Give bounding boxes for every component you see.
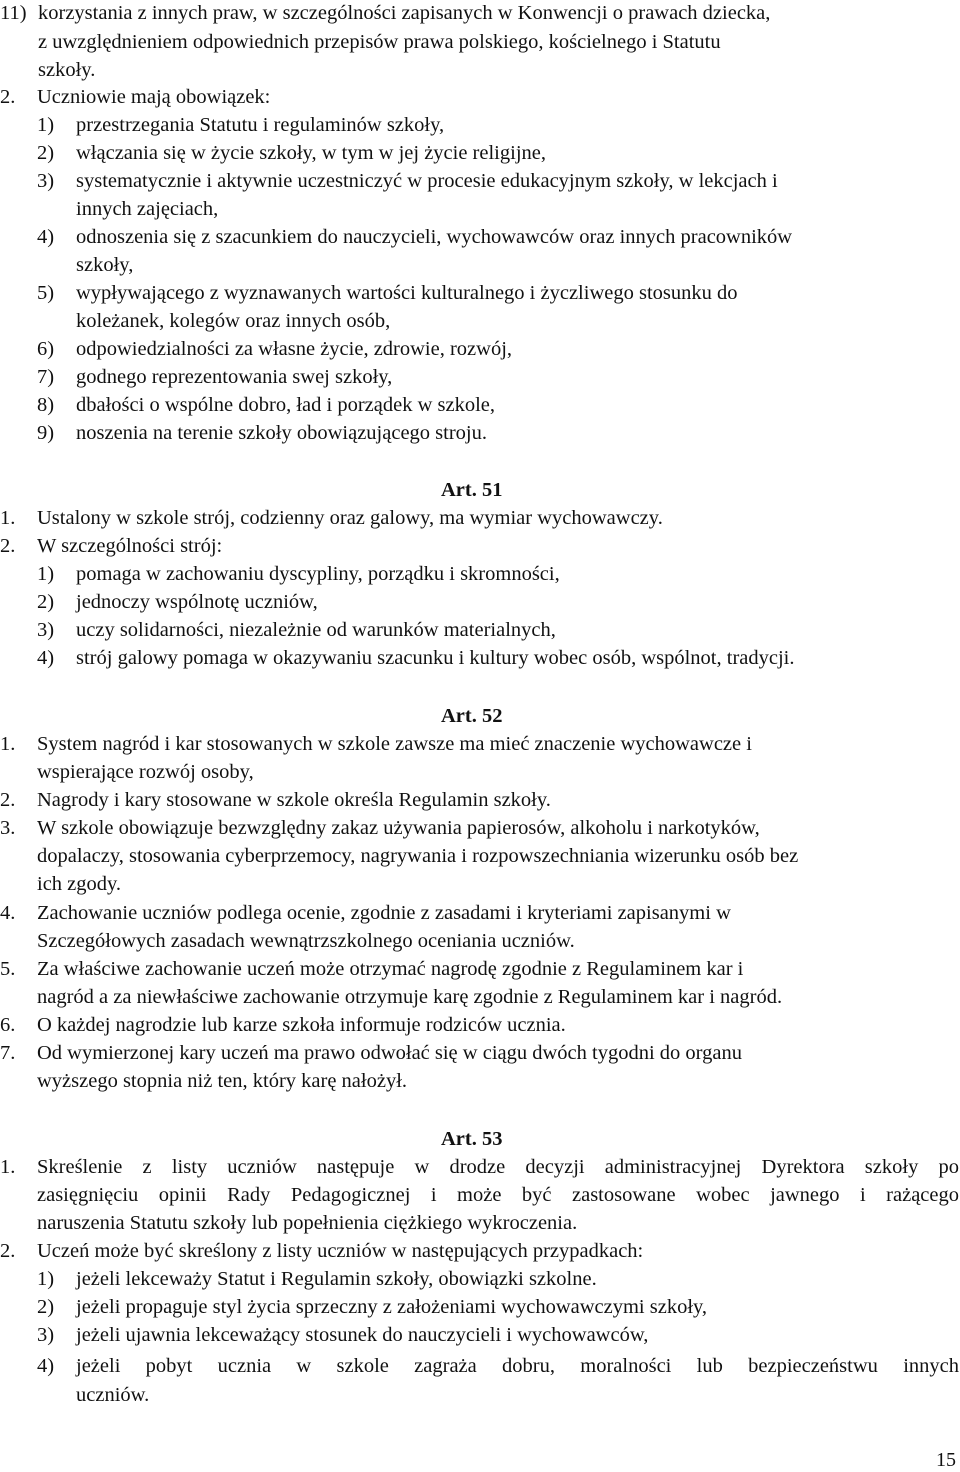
paragraph-text: wyższego stopnia niż ten, który karę nałożył. bbox=[37, 1070, 408, 1092]
list-number: 1) bbox=[37, 1268, 55, 1290]
paragraph-number: 7. bbox=[0, 1042, 16, 1064]
list-item-text: odnoszenia się z szacunkiem do nauczycieli, wychowawców oraz innych pracowników bbox=[76, 226, 793, 248]
paragraph-number: 3. bbox=[0, 817, 16, 839]
paragraph-text: W szkole obowiązuje bezwzględny zakaz używania papierosów, alkoholu i narkotyków, bbox=[37, 817, 760, 839]
paragraph-number: 1. bbox=[0, 1156, 16, 1178]
list-number: 4) bbox=[37, 647, 55, 669]
list-item-text: strój galowy pomaga w okazywaniu szacunku i kultury wobec osób, wspólnot, tradycji. bbox=[76, 647, 795, 669]
paragraph-text: Od wymierzonej kary uczeń ma prawo odwołać się w ciągu dwóch tygodni do organu bbox=[37, 1042, 742, 1064]
list-item-text: uczy solidarności, niezależnie od warunków materialnych, bbox=[76, 619, 556, 641]
paragraph-text: naruszenia Statutu szkoły lub popełnienia ciężkiego wykroczenia. bbox=[37, 1212, 578, 1234]
paragraph-text: Nagrody i kary stosowane w szkole określa Regulamin szkoły. bbox=[37, 789, 551, 811]
paragraph-number: 4. bbox=[0, 902, 16, 924]
list-number: 3) bbox=[37, 619, 55, 641]
list-item-text: jeżeli ujawnia lekceważący stosunek do nauczycieli i wychowawców, bbox=[76, 1324, 649, 1346]
list-item-text: koleżanek, kolegów oraz innych osób, bbox=[76, 310, 391, 332]
list-number: 11) bbox=[0, 2, 27, 24]
list-number: 7) bbox=[37, 366, 55, 388]
paragraph-text: O każdej nagrodzie lub karze szkoła informuje rodziców ucznia. bbox=[37, 1014, 566, 1036]
paragraph-text: Skreślenie z listy uczniów następuje w drodze decyzji administracyjnej Dyrektora szkoły po bbox=[37, 1156, 959, 1178]
list-item-text: pomaga w zachowaniu dyscypliny, porządku i skromności, bbox=[76, 563, 560, 585]
list-item-text: przestrzegania Statutu i regulaminów szkoły, bbox=[76, 114, 445, 136]
paragraph-text: Ustalony w szkole strój, codzienny oraz galowy, ma wymiar wychowawczy. bbox=[37, 507, 663, 529]
list-item-text: szkoły. bbox=[38, 59, 96, 81]
list-item-text: dbałości o wspólne dobro, ład i porządek w szkole, bbox=[76, 394, 496, 416]
paragraph-number: 1. bbox=[0, 733, 16, 755]
paragraph-text: W szczególności strój: bbox=[37, 535, 223, 557]
paragraph-number: 1. bbox=[0, 507, 16, 529]
list-item-text: jeżeli propaguje styl życia sprzeczny z założeniami wychowawczymi szkoły, bbox=[76, 1296, 708, 1318]
list-number: 5) bbox=[37, 282, 55, 304]
paragraph-number: 2. bbox=[0, 86, 16, 108]
list-number: 2) bbox=[37, 591, 55, 613]
paragraph-text: System nagród i kar stosowanych w szkole zawsze ma mieć znaczenie wychowawcze i bbox=[37, 733, 752, 755]
list-item-text: jednoczy wspólnotę uczniów, bbox=[76, 591, 318, 613]
list-item-text: jeżeli lekceważy Statut i Regulamin szkoły, obowiązki szkolne. bbox=[76, 1268, 597, 1290]
list-number: 4) bbox=[37, 226, 55, 248]
paragraph-text: dopalaczy, stosowania cyberprzemocy, nagrywania i rozpowszechniania wizerunku osób bez bbox=[37, 845, 799, 867]
list-item-text: odpowiedzialności za własne życie, zdrowie, rozwój, bbox=[76, 338, 513, 360]
list-number: 4) bbox=[37, 1355, 55, 1377]
paragraph-text: zasięgnięciu opinii Rady Pedagogicznej i może być zastosowane wobec jawnego i rażącego bbox=[37, 1184, 959, 1206]
list-item-text: jeżeli pobyt ucznia w szkole zagraża dobru, moralności lub bezpieczeństwu innych bbox=[76, 1355, 959, 1377]
paragraph-text: Szczegółowych zasadach wewnątrzszkolnego oceniania uczniów. bbox=[37, 930, 575, 952]
list-number: 3) bbox=[37, 170, 55, 192]
paragraph-number: 2. bbox=[0, 1240, 16, 1262]
article-heading: Art. 53 bbox=[441, 1128, 503, 1150]
list-item-text: noszenia na terenie szkoły obowiązującego stroju. bbox=[76, 422, 487, 444]
list-item-text: godnego reprezentowania swej szkoły, bbox=[76, 366, 393, 388]
paragraph-number: 6. bbox=[0, 1014, 16, 1036]
page-number: 15 bbox=[936, 1449, 956, 1471]
article-heading: Art. 51 bbox=[441, 479, 503, 501]
list-item-text: systematycznie i aktywnie uczestniczyć w procesie edukacyjnym szkoły, w lekcjach i bbox=[76, 170, 778, 192]
list-item-text: z uwzględnieniem odpowiednich przepisów prawa polskiego, kościelnego i Statutu bbox=[38, 31, 721, 53]
paragraph-text: nagród a za niewłaściwe zachowanie otrzymuje karę zgodnie z Regulaminem kar i nagród. bbox=[37, 986, 783, 1008]
list-item-text: uczniów. bbox=[76, 1384, 150, 1406]
paragraph-text: Uczeń może być skreślony z listy uczniów w następujących przypadkach: bbox=[37, 1240, 644, 1262]
paragraph-text: Zachowanie uczniów podlega ocenie, zgodnie z zasadami i kryteriami zapisanymi w bbox=[37, 902, 731, 924]
list-number: 3) bbox=[37, 1324, 55, 1346]
article-heading: Art. 52 bbox=[441, 705, 503, 727]
paragraph-number: 5. bbox=[0, 958, 16, 980]
list-number: 6) bbox=[37, 338, 55, 360]
list-item-text: szkoły, bbox=[76, 254, 134, 276]
paragraph-text: ich zgody. bbox=[37, 873, 122, 895]
list-number: 2) bbox=[37, 1296, 55, 1318]
list-item-text: innych zajęciach, bbox=[76, 198, 219, 220]
list-item-text: włączania się w życie szkoły, w tym w jej życie religijne, bbox=[76, 142, 546, 164]
paragraph-text: Uczniowie mają obowiązek: bbox=[37, 86, 271, 108]
list-item-text: wypływającego z wyznawanych wartości kulturalnego i życzliwego stosunku do bbox=[76, 282, 738, 304]
paragraph-text: Za właściwe zachowanie uczeń może otrzymać nagrodę zgodnie z Regulaminem kar i bbox=[37, 958, 744, 980]
list-item-text: korzystania z innych praw, w szczególności zapisanych w Konwencji o prawach dziecka, bbox=[38, 2, 771, 24]
list-number: 1) bbox=[37, 114, 55, 136]
paragraph-number: 2. bbox=[0, 535, 16, 557]
paragraph-number: 2. bbox=[0, 789, 16, 811]
list-number: 9) bbox=[37, 422, 55, 444]
list-number: 8) bbox=[37, 394, 55, 416]
list-number: 2) bbox=[37, 142, 55, 164]
list-number: 1) bbox=[37, 563, 55, 585]
paragraph-text: wspierające rozwój osoby, bbox=[37, 761, 254, 783]
